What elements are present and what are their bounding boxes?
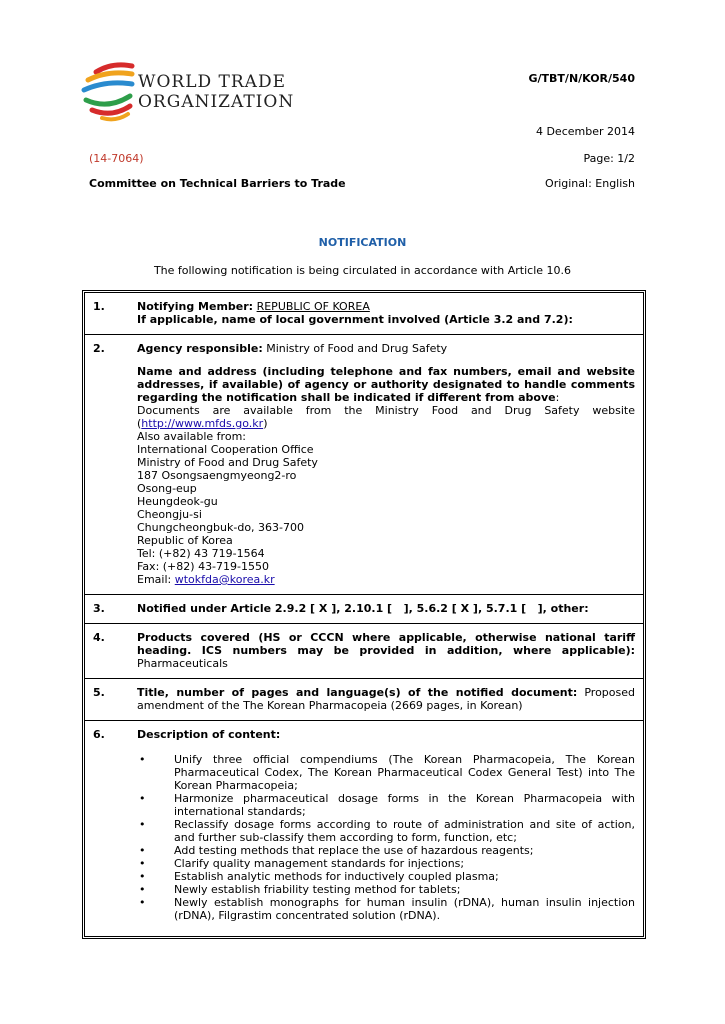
list-item (137, 883, 635, 896)
bullet-icon: • (139, 857, 146, 870)
intro-text: The following notification is being circulated in accordance with Article 10.6 (153, 264, 572, 277)
address-line: Also available from: (137, 430, 246, 443)
notifying-member: REPUBLIC OF KOREA (256, 300, 370, 313)
table-row (85, 679, 643, 721)
website-link[interactable]: http://www.mfds.go.kr (141, 417, 264, 430)
agency-name: Ministry of Food and Drug Safety (266, 342, 448, 355)
table-row (85, 721, 643, 936)
item-number: 6. (93, 728, 105, 741)
item-number: 3. (93, 602, 105, 615)
committee-name: Committee on Technical Barriers to Trade (89, 177, 346, 190)
email-link[interactable]: wtokfda@korea.kr (174, 573, 275, 586)
item-label: If applicable, name of local government involved (Article 3.2 and 7.2): (137, 313, 573, 326)
item-number: 5. (93, 686, 105, 699)
documents-close: ) (263, 417, 268, 430)
bullet-icon: • (139, 753, 146, 766)
bullet-icon: • (139, 896, 146, 909)
list-item-text: Clarify quality management standards for injections; (174, 857, 465, 870)
address-line: International Cooperation Office (137, 443, 314, 456)
table-row (85, 335, 643, 595)
address-line: 187 Osongsaengmyeong2-ro (137, 469, 297, 482)
list-item-text: Establish analytic methods for inductively coupled plasma; (174, 870, 499, 883)
content-list (137, 753, 635, 922)
address-line: Fax: (+82) 43-719-1550 (137, 560, 269, 573)
item-label: Description of content: (137, 728, 281, 741)
list-item (137, 792, 635, 818)
page-number: Page: 1/2 (583, 152, 635, 165)
item-label: Agency responsible: (137, 342, 263, 355)
bullet-icon: • (139, 883, 146, 896)
table-row (85, 293, 643, 335)
notification-table (82, 290, 646, 939)
list-item (137, 753, 635, 792)
documents-text: Documents are available from the Ministry Food and Drug Safety website ( (137, 404, 635, 430)
list-item (137, 896, 635, 922)
bullet-icon: • (139, 844, 146, 857)
bullet-icon: • (139, 870, 146, 883)
bullet-icon: • (139, 792, 146, 805)
item-number: 4. (93, 631, 105, 644)
address-line: Ministry of Food and Drug Safety (137, 456, 318, 469)
address-line: Tel: (+82) 43 719-1564 (137, 547, 265, 560)
address-colon: : (555, 391, 560, 404)
page-title: NOTIFICATION (318, 236, 407, 249)
address-line: Heungdeok-gu (137, 495, 218, 508)
list-item-text: Add testing methods that replace the use of hazardous reagents; (174, 844, 534, 857)
email-label: Email: (137, 573, 175, 586)
bullet-icon: • (139, 818, 146, 831)
list-item-text: Unify three official compendiums (The Korean Pharmacopeia, The Korean Pharmaceutical Codex, The Korean Pharmaceutical Codex General Test) into The Korean Pharmacopeia; (174, 753, 635, 792)
list-item-text: Newly establish friability testing method for tablets; (174, 883, 461, 896)
original-language: Original: English (545, 177, 635, 190)
org-name (138, 72, 294, 112)
address-label: Name and address (including telephone and fax numbers, email and website addresses, if available) of agency or authority designated to handle comments regarding the notification shall be indicated if different from above (137, 365, 635, 404)
item-number: 1. (93, 300, 105, 313)
list-item-text: Newly establish monographs for human insulin (rDNA), human insulin injection (rDNA), Filgrastim concentrated solution (rDNA). (174, 896, 635, 922)
document-reference: (14-7064) (89, 152, 144, 165)
address-line: Republic of Korea (137, 534, 233, 547)
org-name-line1: WORLD TRADE (138, 72, 286, 92)
wto-logo-icon (80, 58, 140, 128)
address-line: Cheongju-si (137, 508, 202, 521)
item-number: 2. (93, 342, 105, 355)
document-title: Proposed amendment of the The Korean Pharmacopeia (2669 pages, in Korean) (137, 686, 636, 712)
address-line: Osong-eup (137, 482, 197, 495)
table-row (85, 624, 643, 679)
table-row (85, 595, 643, 624)
document-date: 4 December 2014 (535, 125, 635, 138)
item-label: Title, number of pages and language(s) of the notified document: (137, 686, 578, 699)
products-covered: Pharmaceuticals (137, 657, 228, 670)
org-name-line2: ORGANIZATION (138, 92, 295, 112)
list-item (137, 818, 635, 844)
list-item (137, 857, 635, 870)
document-symbol: G/TBT/N/KOR/540 (528, 72, 635, 85)
list-item (137, 844, 635, 857)
list-item-text: Harmonize pharmaceutical dosage forms in the Korean Pharmacopeia with international standards; (174, 792, 635, 818)
item-label: Notifying Member: (137, 300, 254, 313)
address-line: Chungcheongbuk-do, 363-700 (137, 521, 305, 534)
list-item-text: Reclassify dosage forms according to route of administration and site of action, and further sub-classify them according to form, function, etc; (174, 818, 635, 844)
list-item (137, 870, 635, 883)
item-label: Products covered (HS or CCCN where applicable, otherwise national tariff heading. ICS numbers may be provided in addition, where applicable): (137, 631, 635, 657)
article-notified: Notified under Article 2.9.2 [ X ], 2.10.1 [ ], 5.6.2 [ X ], 5.7.1 [ ], other: (137, 602, 589, 615)
